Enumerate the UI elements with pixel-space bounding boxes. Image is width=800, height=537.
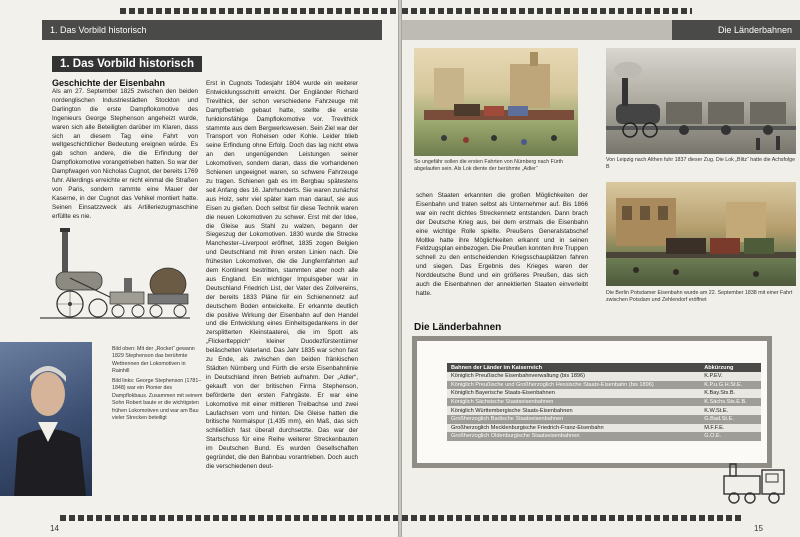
caption-berlin-potsdam: Die Berlin Potsdamer Eisenbahn wurde am 22. September 1838 mit einer Fahrt zwischen Potsdam und Zehlendorf eröffnet (606, 290, 793, 304)
table-row (447, 381, 761, 390)
nuernberg-fuerth-painting (414, 48, 578, 156)
table-row (447, 389, 761, 398)
blitz-train-engraving (606, 48, 796, 154)
film-strip-decoration (402, 8, 692, 14)
laenderbahnen-table (447, 363, 761, 441)
table-cell: Königlich Sächsische Staatseisenbahnen (447, 398, 700, 407)
page-number: 15 (754, 524, 763, 533)
table-cell: Großherzoglich Oldenburgische Staatseisenbahnen (447, 432, 700, 441)
caption-nuernberg: So ungefähr sollen die ersten Fahrten von Nürnberg nach Fürth abgelaufen sein. Als Lok diente der berühmte „Adler“ (414, 159, 563, 173)
table-cell: Königlich Württembergische Staats-Eisenbahnen (447, 406, 700, 415)
left-page (0, 0, 398, 537)
text-column-3: schen Staaten erkannten die großen Möglichkeiten der Eisenbahn und traten selbst als Unternehmer auf. Bis 1866 war ein recht dichtes Streckennetz entstanden. Dann brach der Deutsche Krieg aus, bei dem erstmals die Eisenbahn eine wichtige Rolle spielte. Preußens Generalstabschef Moltke hatte ihre Möglichkeiten erkannt und in seinen Feldzugsplan einbezogen. Die Preußen konnten ihre Truppen schnell zu den entscheidenden Kriegsschauplätzen fahren und siegen. Das Ergebnis des Krieges waren der Norddeutsche Bund und ein größeres Preußen, das sich auch die Eisenbahnen der annektierten Staaten einverleibt hatte. (416, 192, 588, 297)
table-row (447, 415, 761, 424)
berlin-potsdam-painting (606, 182, 796, 286)
section-subheading: Geschichte der Eisenbahn (52, 78, 166, 88)
table-cell: K.W.St.E. (700, 406, 761, 415)
text-column-1: Als am 27. September 1825 zwischen den beiden nordenglischen Industriestädten Stockton und Darlington die erste Dampflokomotive des Ingenieurs George Stephenson angeheizt wurde, waren sich alle Beteiligten darüber im Klaren, dass sich an diesem Tag eine Fahrt von weltgeschichtlicher Bedeutung ereignen würde. Es gab schon andere, die die Erfindung der Dampflokomotive vorangetrieben hatten. So war der Dampfwagen von Nicholas Cugnot, der bereits 1769 fuhr. Allerdings erreichte er nicht einmal die Straßen von Paris, sondern rammte eine Mauer der Kaserne, in der Cugnot das Vehikel montiert hatte. Seinen Einsatzzweck als Artilleriezugmaschine erfüllte es nie. (52, 88, 198, 220)
page-number: 14 (50, 524, 59, 533)
film-strip-decoration (120, 8, 398, 14)
laenderbahnen-table-box (412, 336, 772, 468)
table-cell: Königlich Bayerische Staats-Eisenbahnen (447, 389, 700, 398)
right-page (402, 0, 800, 537)
george-stephenson-portrait (0, 342, 92, 496)
table-row (447, 424, 761, 433)
header-bar (402, 20, 672, 40)
caption-rocket: Bild oben: Mit der „Rocket“ gewann 1829 Stephenson das berühmte Wettrennen der Lokomotiven in Rainhill (112, 346, 195, 375)
page-title: 1. Das Vorbild historisch (52, 56, 202, 72)
chapter-header: Die Länderbahnen (672, 20, 800, 40)
caption-blitz: Von Leipzig nach Althen fuhr 1837 dieser Zug. Die Lok „Blitz“ hatte die Achsfolge B (606, 157, 796, 171)
column-header: Bahnen der Länder im Kaiserreich (447, 363, 700, 372)
text-column-2: Erst in Cugnots Todesjahr 1804 wurde ein weiterer Entwicklungsschritt erreicht. Der Engländer Richard Trevithick, der schon verschiedene Fahrzeuge mit Dampfbetrieb gebaut hatte, stellte die erste funktionsfähige Dampflokomotive vor. Trevithick stammte aus dem Bergwerkswesen. Sein Ziel war der Transport von Roheisen oder Kohle. Leider blieb seine Erfindung ohne Erfolg. Doch das lag nicht etwa an den ungenügenden Leistungen seiner Lokomotiven, sondern daran, dass die vorhandenen Schienen ungeeignet waren, so schwere Fahrzeuge zu tragen. Schienen gab es im Bergbau spätestens seit Anfang des 16. Jahrhunderts. Sie waren zunächst aus Holz, sehr viel später kam man darauf, sie aus Eisen zu gießen. Doch selbst für diese Technik waren die neuen Lokomotiven zu schwer. Erst mit der Idee, die Gleise aus Stahl zu walzen, begann der Siegeszug der Lokomotiven. 1830 wurde die Strecke Manchester–Liverpool eröffnet, 1835 zogen Belgien und Deutschland mit ihren ersten Linien nach. Die frühesten Lokomotiven, die die Jungfernfahrten auf dem Kontinent bestritten, stammten aber noch alle aus England. Ein wichtiger Impulsgeber war in Deutschland Friedrich List, der Vater des Zollvereins, der bereits 1833 Pläne für ein Schienennetz auf deutschem Boden entwickelte. Er erkannte deutlich die positive Wirkung der Eisenbahn auf den Handel und die Entwicklung eines Einheitsgedankens in der zersplitterten Kleinstaaterei, die im Spott als „Flickerlteppich“ kleiner Duodezfürstentümer beläschelten Vaterland. Das Jahr 1835 war schon fast zu Ende, als zwischen den beiden fränkischen Städten Nürnberg und Fürth die erste Eisenbahnlinie in Deutschland ihren Betrieb aufnahm. Der „Adler“, gekauft von der britischen Firma Stephenson, beförderte den ersten Fahrgäste. Er war eine Lokomotive mit einer mittleren Treibachse und zwei Laufachsen vorn und hinten. Die Gleise hatten die britische Normalspur (1,435 mm), ein Maß, das sich schließlich fast überall durchsetzte. Das war der Startschuss für eine Reihe weiterer Streckenbauten im Deutschen Bund. Es wurden Gesellschaften gegründet, die den Bahnbau vorantrieben. Doch auch die verschiedenen deut- (206, 80, 358, 470)
table-row (447, 406, 761, 415)
table-cell: K.P.u.G.H.St.E. (700, 381, 761, 390)
table-header-row (447, 363, 761, 372)
table-cell: Großherzoglich Mecklenburgische Friedrich-Franz-Eisenbahn (447, 424, 700, 433)
section-title: Die Länderbahnen (414, 322, 502, 333)
table-cell: G.Bad.St.E. (700, 415, 761, 424)
chapter-header: 1. Das Vorbild historisch (42, 20, 382, 40)
rocket-locomotive-illustration (40, 228, 190, 328)
table-cell: K.Bay.Sts.B. (700, 389, 761, 398)
table-row (447, 432, 761, 441)
table-cell: K.Sächs.Sts.E.B. (700, 398, 761, 407)
table-cell: G.O.E. (700, 432, 761, 441)
caption-stephenson: Bild links: George Stephenson (1781–1848) war ein Pionier des Dampflokbaus. Zusammen mit seinem Sohn Robert baute er die wichtigsten frühen Lokomotiven und war am Bau vieler Strecken beteiligt (112, 378, 203, 422)
table-cell: Königlich Preußische und Großherzoglich Hessische Staats-Eisenbahn (bis 1896) (447, 381, 700, 390)
table-row (447, 398, 761, 407)
film-strip-decoration (60, 515, 398, 521)
column-header: Abkürzung (700, 363, 761, 372)
table-cell: Königlich Preußische Eisenbahnverwaltung (bis 1896) (447, 372, 700, 381)
train-icon (720, 458, 794, 506)
table-cell: M.F.F.E. (700, 424, 761, 433)
table-row (447, 372, 761, 381)
table-cell: Großherzoglich Badische Staatseisenbahnen (447, 415, 700, 424)
film-strip-decoration (402, 515, 742, 521)
table-cell: K.P.EV. (700, 372, 761, 381)
